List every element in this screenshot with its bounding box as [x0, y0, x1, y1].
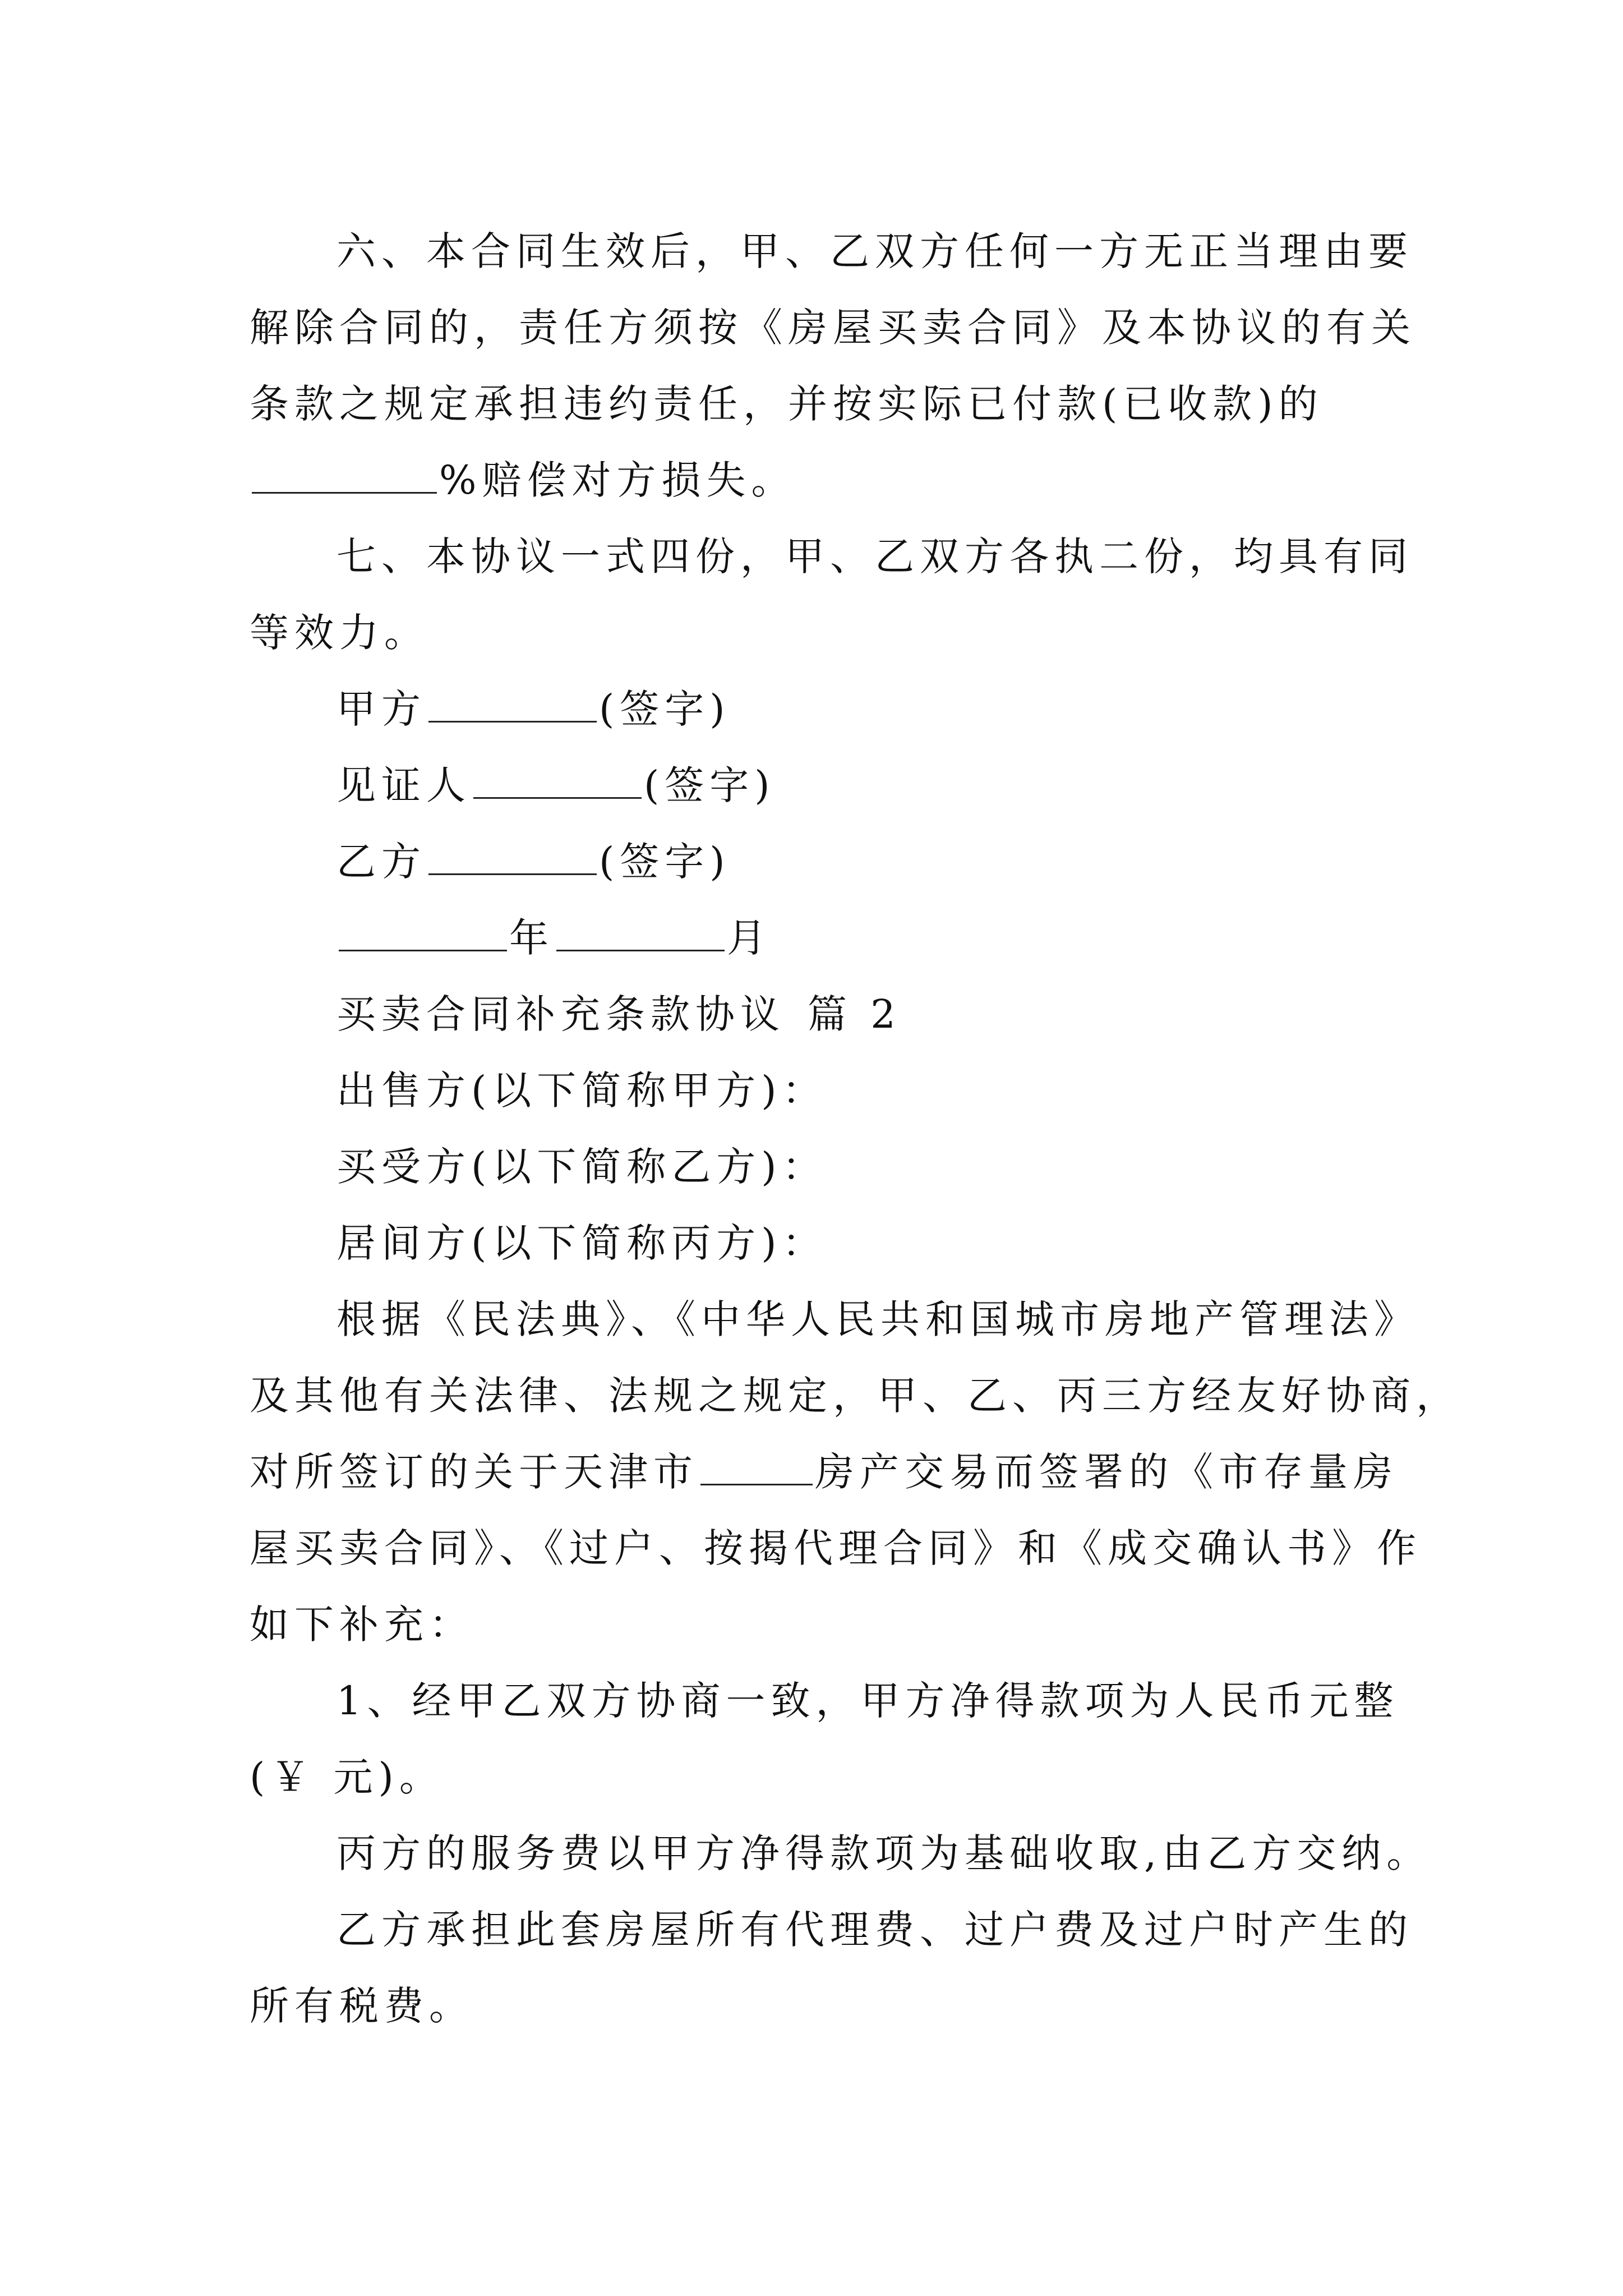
date-row	[250, 900, 1394, 976]
month-label: 月	[727, 915, 772, 961]
seller-line: 出售方(以下简称甲方)：	[336, 1068, 827, 1114]
party-a-sign-note: (签字)	[599, 686, 731, 732]
intro-line-4: 屋买卖合同》、《过户、按揭代理合同》和《成交确认书》作	[250, 1525, 1422, 1571]
clause-6-line-2: 解除合同的，责任方须按《房屋买卖合同》及本协议的有关	[250, 305, 1416, 351]
intro-line-3	[250, 1434, 1398, 1510]
document-body	[250, 213, 1461, 2044]
intro-line-1: 根据《民法典》、《中华人民共和国城市房地产管理法》	[336, 1296, 1419, 1342]
intro-line-3-suffix: 房产交易而签署的《市存量房	[815, 1449, 1398, 1495]
witness-label: 见证人	[336, 762, 471, 808]
buyer-line: 买受方(以下简称乙方)：	[336, 1144, 827, 1190]
witness-sign-note: (签字)	[644, 762, 776, 808]
year-blank[interactable]	[339, 916, 507, 951]
year-label: 年	[509, 915, 554, 961]
party-a-signature-row	[250, 671, 1394, 747]
clause-6-line-1: 六、本合同生效后，甲、乙双方任何一方无正当理由要	[336, 228, 1413, 274]
compensation-text: %赔偿对方损失。	[439, 457, 796, 503]
clause-6-line-4	[250, 442, 1394, 518]
clause-7-line-1: 七、本协议一式四份，甲、乙双方各执二份，均具有同	[336, 533, 1413, 579]
month-blank[interactable]	[556, 916, 725, 951]
clause-7-line-2: 等效力。	[250, 610, 429, 656]
compensation-percent-blank[interactable]	[252, 458, 437, 494]
tax-line-1: 乙方承担此套房屋所有代理费、过户费及过户时产生的	[336, 1907, 1413, 1953]
clause-6-line-3: 条款之规定承担违约责任，并按实际已付款(已收款)的	[250, 381, 1324, 427]
agent-line: 居间方(以下简称丙方)：	[336, 1220, 827, 1266]
section-2-part: 篇 2	[808, 991, 901, 1037]
witness-signature-row	[250, 747, 1394, 823]
party-b-signature-row	[250, 823, 1394, 900]
party-b-label: 乙方	[336, 839, 426, 885]
intro-line-3-prefix: 对所签订的关于天津市	[250, 1449, 698, 1495]
party-b-sign-note: (签字)	[599, 839, 731, 885]
tax-line-2: 所有税费。	[250, 1983, 474, 2029]
section-2-title: 买卖合同补充条款协议	[336, 991, 785, 1037]
intro-line-5: 如下补充：	[250, 1602, 474, 1648]
item-1-line-1: 1、经甲乙双方协商一致，甲方净得款项为人民币元整	[336, 1678, 1399, 1724]
party-a-label: 甲方	[336, 686, 426, 732]
party-b-signature-blank[interactable]	[428, 840, 597, 875]
item-1-line-2: (￥ 元)。	[250, 1754, 444, 1800]
party-a-signature-blank[interactable]	[428, 687, 597, 723]
witness-signature-blank[interactable]	[473, 763, 642, 799]
property-address-blank[interactable]	[700, 1450, 813, 1485]
service-fee-line: 丙方的服务费以甲方净得款项为基础收取,由乙方交纳。	[336, 1830, 1432, 1876]
intro-line-2: 及其他有关法律、法规之规定，甲、乙、丙三方经友好协商，	[250, 1373, 1461, 1419]
section-2-heading	[250, 976, 1394, 1052]
